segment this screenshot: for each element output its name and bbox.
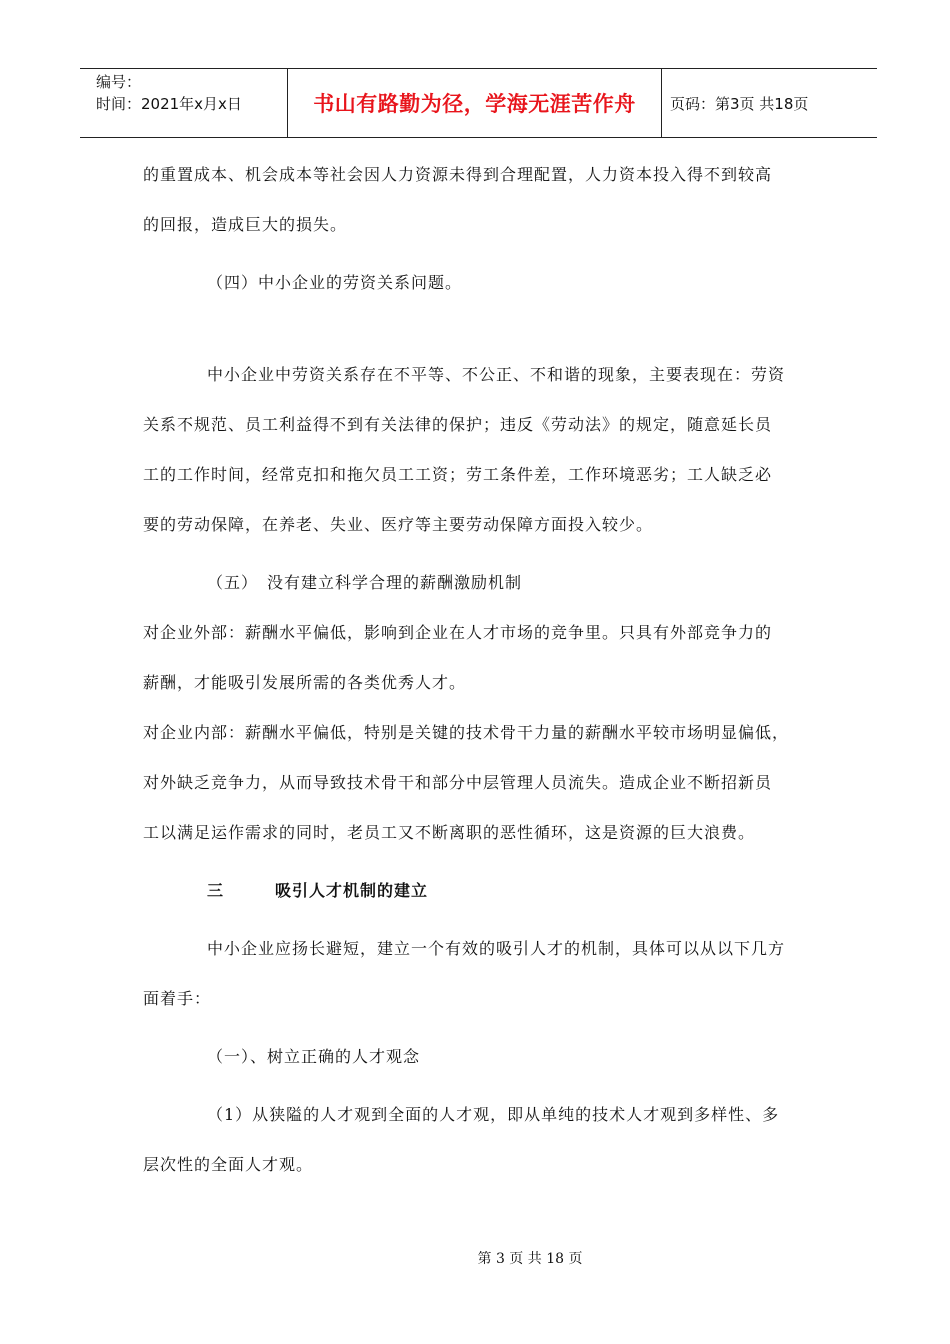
- header-meta: [96, 71, 286, 115]
- paragraph-line: 关系不规范、员工利益得不到有关法律的保护；违反《劳动法》的规定，随意延长员: [143, 415, 773, 434]
- paragraph-line: 对外缺乏竞争力，从而导致技术骨干和部分中层管理人员流失。造成企业不断招新员: [143, 773, 773, 792]
- paragraph-line: 的重置成本、机会成本等社会因人力资源未得到合理配置，人力资本投入得不到较高: [143, 165, 773, 184]
- section-heading: （五） 没有建立科学合理的薪酬激励机制: [207, 573, 523, 592]
- time-label: 时间：2021年x月x日: [96, 95, 242, 113]
- header-page-label: 页码：第3页 共18页: [670, 94, 809, 113]
- paragraph-line: 面着手：: [143, 989, 212, 1008]
- section-heading: （一）、树立正确的人才观念: [207, 1047, 421, 1066]
- paragraph-line: 薪酬，才能吸引发展所需的各类优秀人才。: [143, 673, 467, 692]
- document-body: [143, 150, 823, 1190]
- paragraph-line: 中小企业应扬长避短，建立一个有效的吸引人才的机制，具体可以从以下几方: [207, 939, 786, 958]
- header-motto: 书山有路勤为径，学海无涯苦作舟: [313, 92, 636, 116]
- paragraph-line: 对企业外部：薪酬水平偏低，影响到企业在人才市场的竞争里。只具有外部竞争力的: [143, 623, 773, 642]
- page-header: [80, 68, 877, 138]
- paragraph-line: 工以满足运作需求的同时，老员工又不断离职的恶性循环，这是资源的巨大浪费。: [143, 823, 756, 842]
- chapter-heading: 三 吸引人才机制的建立: [207, 881, 429, 900]
- paragraph-line: 的回报，造成巨大的损失。: [143, 215, 348, 234]
- page-footer: 第 3 页 共 18 页: [477, 1251, 583, 1267]
- number-label: 编号：: [96, 73, 142, 91]
- paragraph-line: 层次性的全面人才观。: [143, 1155, 314, 1174]
- paragraph-line: 中小企业中劳资关系存在不平等、不公正、不和谐的现象，主要表现在：劳资: [207, 365, 786, 384]
- paragraph-line: （1）从狭隘的人才观到全面的人才观，即从单纯的技术人才观到多样性、多: [207, 1105, 780, 1124]
- paragraph-line: 要的劳动保障，在养老、失业、医疗等主要劳动保障方面投入较少。: [143, 515, 654, 534]
- paragraph-line: 工的工作时间，经常克扣和拖欠员工工资；劳工条件差，工作环境恶劣；工人缺乏必: [143, 465, 773, 484]
- section-heading: （四）中小企业的劳资关系问题。: [207, 273, 463, 292]
- paragraph-line: 对企业内部：薪酬水平偏低，特别是关键的技术骨干力量的薪酬水平较市场明显偏低，: [143, 723, 790, 742]
- header-divider: [661, 69, 662, 137]
